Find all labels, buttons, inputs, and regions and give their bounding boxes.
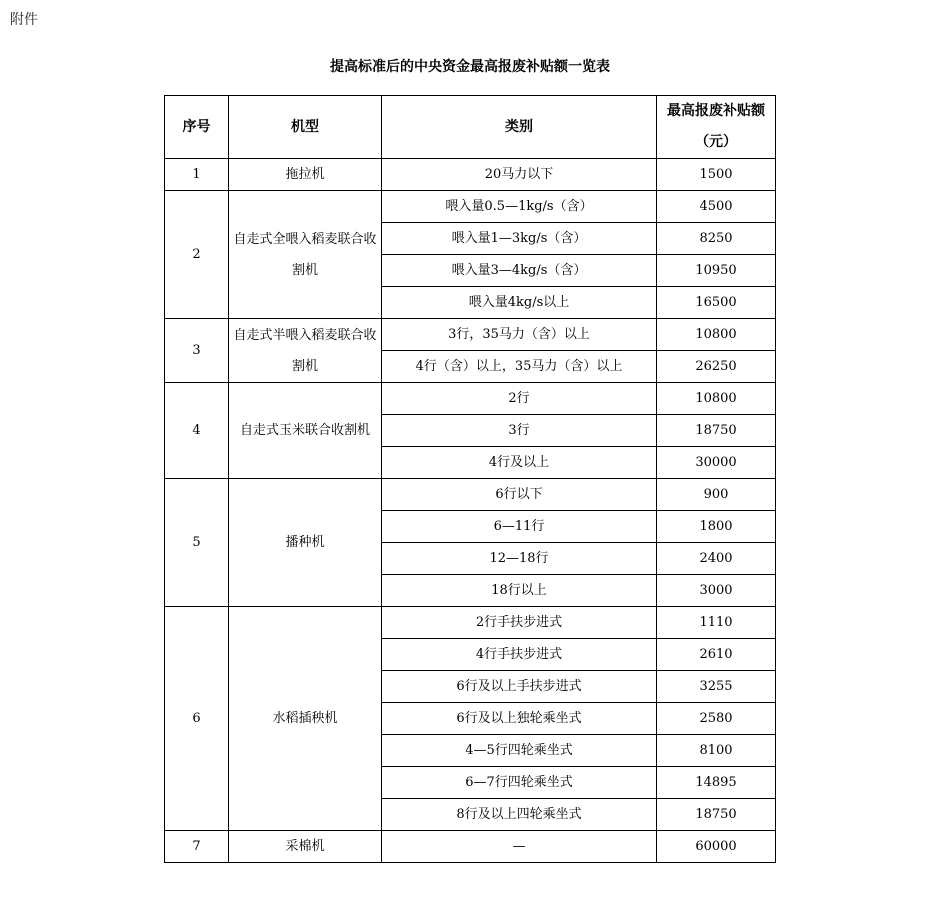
document-title: 提高标准后的中央资金最高报废补贴额一览表 — [330, 59, 610, 75]
amount-cell: 10800 — [657, 319, 776, 351]
seq-cell: 3 — [165, 319, 229, 383]
table-row — [165, 159, 776, 191]
seq-cell: 1 — [165, 159, 229, 191]
seq-cell: 4 — [165, 383, 229, 479]
amount-cell: 10950 — [657, 255, 776, 287]
seq-cell: 6 — [165, 607, 229, 831]
category-cell: 6行以下 — [382, 479, 657, 511]
amount-cell: 1110 — [657, 607, 776, 639]
category-cell: 6行及以上独轮乘坐式 — [382, 703, 657, 735]
amount-cell: 1800 — [657, 511, 776, 543]
model-cell: 自走式全喂入稻麦联合收割机 — [229, 191, 382, 319]
attachment-label: 附件 — [10, 12, 38, 28]
amount-cell: 16500 — [657, 287, 776, 319]
model-cell: 水稻插秧机 — [229, 607, 382, 831]
amount-cell: 2400 — [657, 543, 776, 575]
amount-cell: 8100 — [657, 735, 776, 767]
table-row — [165, 191, 776, 223]
model-cell: 自走式半喂入稻麦联合收割机 — [229, 319, 382, 383]
category-cell: 喂入量3—4kg/s（含） — [382, 255, 657, 287]
amount-cell: 8250 — [657, 223, 776, 255]
amount-cell: 60000 — [657, 831, 776, 863]
amount-cell: 14895 — [657, 767, 776, 799]
category-cell: 4行手扶步进式 — [382, 639, 657, 671]
category-cell: 3行 — [382, 415, 657, 447]
seq-cell: 5 — [165, 479, 229, 607]
category-cell: 2行手扶步进式 — [382, 607, 657, 639]
category-cell: 2行 — [382, 383, 657, 415]
category-cell: 喂入量0.5—1kg/s（含） — [382, 191, 657, 223]
category-cell: 喂入量4kg/s以上 — [382, 287, 657, 319]
amount-cell: 18750 — [657, 799, 776, 831]
header-row — [165, 96, 776, 159]
seq-cell: 7 — [165, 831, 229, 863]
amount-cell: 2580 — [657, 703, 776, 735]
table-row — [165, 319, 776, 351]
model-cell: 拖拉机 — [229, 159, 382, 191]
amount-cell: 3000 — [657, 575, 776, 607]
amount-cell: 900 — [657, 479, 776, 511]
header-seq: 序号 — [165, 96, 229, 159]
model-cell: 播种机 — [229, 479, 382, 607]
amount-cell: 18750 — [657, 415, 776, 447]
amount-cell: 3255 — [657, 671, 776, 703]
amount-cell: 10800 — [657, 383, 776, 415]
subsidy-table — [164, 95, 776, 863]
category-cell: 4行及以上 — [382, 447, 657, 479]
amount-cell: 30000 — [657, 447, 776, 479]
table-row — [165, 607, 776, 639]
model-cell: 自走式玉米联合收割机 — [229, 383, 382, 479]
header-category: 类别 — [382, 96, 657, 159]
table-row — [165, 831, 776, 863]
category-cell: 喂入量1—3kg/s（含） — [382, 223, 657, 255]
category-cell: 4—5行四轮乘坐式 — [382, 735, 657, 767]
category-cell: 6—11行 — [382, 511, 657, 543]
model-cell: 采棉机 — [229, 831, 382, 863]
category-cell: 8行及以上四轮乘坐式 — [382, 799, 657, 831]
category-cell: 20马力以下 — [382, 159, 657, 191]
category-cell: 18行以上 — [382, 575, 657, 607]
amount-cell: 26250 — [657, 351, 776, 383]
table-row — [165, 383, 776, 415]
category-cell: 3行，35马力（含）以上 — [382, 319, 657, 351]
category-cell: 6行及以上手扶步进式 — [382, 671, 657, 703]
category-cell: 6—7行四轮乘坐式 — [382, 767, 657, 799]
category-cell: 12—18行 — [382, 543, 657, 575]
category-cell: 4行（含）以上，35马力（含）以上 — [382, 351, 657, 383]
category-cell: — — [382, 831, 657, 863]
seq-cell: 2 — [165, 191, 229, 319]
amount-cell: 4500 — [657, 191, 776, 223]
amount-cell: 2610 — [657, 639, 776, 671]
amount-cell: 1500 — [657, 159, 776, 191]
table-row — [165, 479, 776, 511]
table-body — [165, 159, 776, 863]
header-model: 机型 — [229, 96, 382, 159]
header-amount: 最高报废补贴额（元） — [657, 96, 776, 159]
